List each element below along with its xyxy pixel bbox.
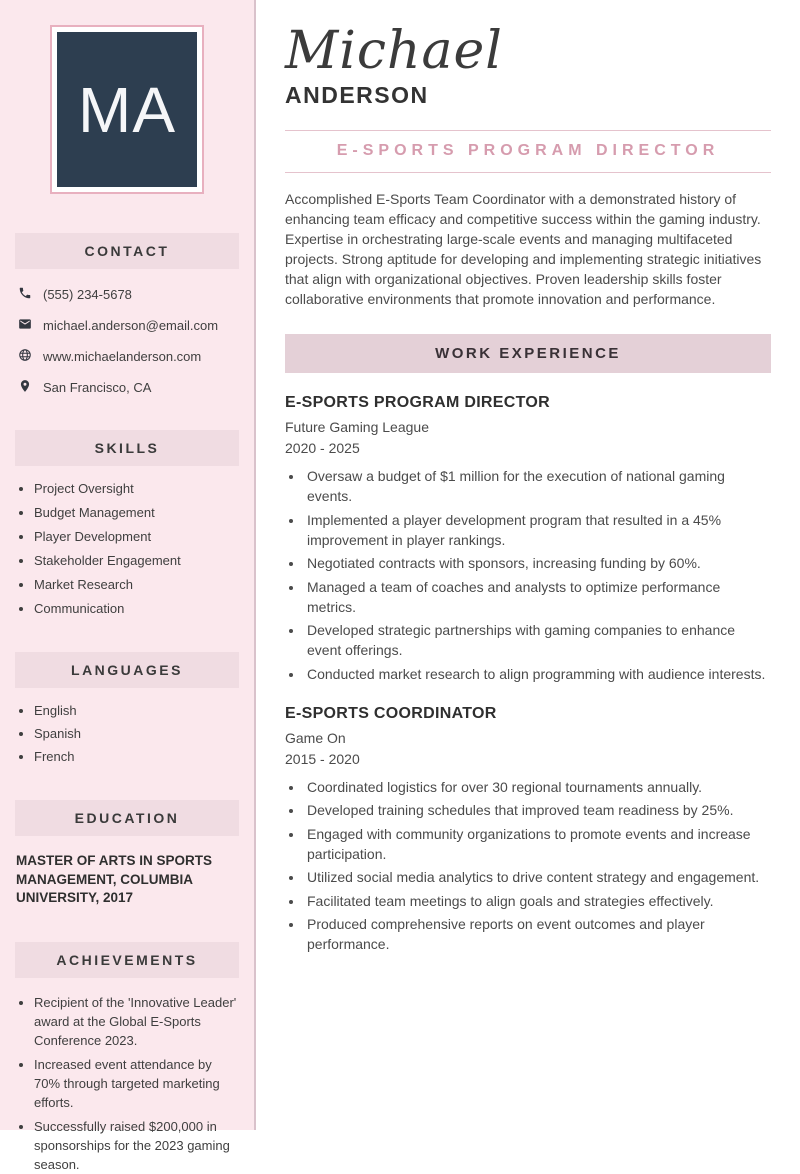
achievements-list (22, 993, 240, 1174)
job-bullet: • Developed training schedules that improved team readiness by 25%. (304, 800, 771, 820)
contact-email-text: michael.anderson@email.com (43, 318, 219, 333)
contact-row-website (18, 348, 240, 365)
contact-row-email (18, 317, 240, 334)
job-bullet-list (285, 466, 771, 684)
skill-item: • Communication (34, 600, 244, 618)
job-entry (285, 705, 771, 955)
languages-list (22, 702, 244, 766)
job-bullet: • Produced comprehensive reports on event outcomes and player performance. (304, 914, 771, 954)
job-bullet: • Implemented a player development program that resulted in a 45% improvement in player rankings. (304, 510, 771, 550)
avatar-monogram-box (57, 32, 197, 187)
job-title-banner (285, 130, 771, 173)
language-item: • French (34, 748, 244, 766)
job-entry (285, 394, 771, 684)
website-icon (18, 348, 32, 365)
skill-item: • Player Development (34, 528, 244, 546)
last-name: ANDERSON (285, 82, 429, 108)
contact-location-text: San Francisco, CA (43, 380, 152, 395)
avatar (50, 25, 204, 194)
contact-row-location (18, 379, 240, 396)
phone-icon (18, 286, 32, 303)
job-title-text: E-SPORTS PROGRAM DIRECTOR (336, 142, 720, 159)
job-entry-dates: 2020 - 2025 (285, 440, 360, 456)
skill-item: • Stakeholder Engagement (34, 552, 244, 570)
job-bullet: • Developed strategic partnerships with gaming companies to enhance event offerings. (304, 620, 771, 660)
location-icon (18, 379, 32, 396)
professional-summary: Accomplished E-Sports Team Coordinator with a demonstrated history of enhancing team efficacy and competitive success within the gaming industry. Expertise in orchestrating large-scale events and managing multifaceted projects. Strong aptitude for developing and implementing strategic initiatives that align with organizational objectives. Proven leadership skills foster collaborative environments that promote innovation and performance. (285, 191, 762, 307)
achievement-item: • Successfully raised $200,000 in sponsorships for the 2023 gaming season. (34, 1117, 240, 1174)
skill-item: • Budget Management (34, 504, 244, 522)
work-experience-section-header: WORK EXPERIENCE (285, 334, 771, 373)
contact-website-text: www.michaelanderson.com (43, 349, 202, 364)
sidebar (0, 0, 256, 1172)
job-bullet-list (285, 777, 771, 955)
job-entry-title: E-SPORTS PROGRAM DIRECTOR (285, 394, 550, 411)
job-entry-company: Future Gaming League (285, 419, 429, 435)
language-item: • Spanish (34, 725, 244, 743)
job-bullet: • Coordinated logistics for over 30 regional tournaments annually. (304, 777, 771, 797)
achievement-item: • Recipient of the 'Innovative Leader' award at the Global E-Sports Conference 2023. (34, 993, 240, 1050)
avatar-initials: MA (78, 73, 176, 146)
education-section-header: EDUCATION (15, 800, 239, 836)
job-bullet: • Negotiated contracts with sponsors, increasing funding by 60%. (304, 553, 771, 573)
job-bullet: • Conducted market research to align programming with audience interests. (304, 664, 771, 684)
skills-list (22, 480, 244, 618)
skill-item: • Market Research (34, 576, 244, 594)
achievement-item: • Increased event attendance by 70% through targeted marketing efforts. (34, 1055, 240, 1112)
education-degree: MASTER OF ARTS IN SPORTS MANAGEMENT, COLUMBIA UNIVERSITY, 2017 (16, 853, 213, 905)
job-entry-company: Game On (285, 729, 346, 746)
first-name: Michael (285, 21, 503, 81)
languages-section-header: LANGUAGES (15, 652, 239, 688)
job-bullet: • Managed a team of coaches and analysts to optimize performance metrics. (304, 577, 771, 617)
job-entry-title: E-SPORTS COORDINATOR (285, 704, 497, 722)
job-bullet: • Oversaw a budget of $1 million for the execution of national gaming events. (304, 466, 771, 506)
contact-section-header: CONTACT (15, 233, 239, 269)
main-column (256, 0, 800, 1130)
job-bullet: • Utilized social media analytics to drive content strategy and engagement. (304, 867, 771, 887)
language-item: • English (34, 702, 244, 720)
contact-list (0, 269, 254, 396)
job-bullet: • Engaged with community organizations to promote events and increase participation. (304, 824, 771, 864)
contact-phone-text: (555) 234-5678 (43, 287, 132, 302)
achievements-section-header: ACHIEVEMENTS (15, 942, 239, 978)
job-entry-dates: 2015 - 2020 (285, 750, 360, 767)
contact-row-phone (18, 286, 240, 303)
skill-item: • Project Oversight (34, 480, 244, 498)
skills-section-header: SKILLS (15, 430, 239, 466)
job-bullet: • Facilitated team meetings to align goals and strategies effectively. (304, 891, 771, 911)
email-icon (18, 317, 32, 334)
